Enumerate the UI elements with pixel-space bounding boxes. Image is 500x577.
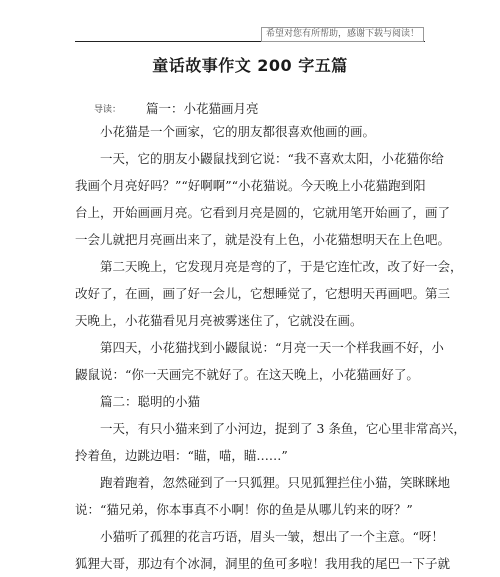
text-line: 一天，它的朋友小鼹鼠找到它说：“我不喜欢太阳，小花猫你给 [100, 151, 444, 166]
download-note: 希望对您有所帮助，感谢下载与阅读！ [261, 27, 424, 42]
guide-label: 导读： [94, 105, 122, 115]
text-line: 小花猫是一个画家，它的朋友都很喜欢他画的画。 [100, 124, 376, 139]
paragraph [75, 334, 444, 388]
text-line: 台上，开始画画月亮。它看到月亮是圆的，它就用笔开始画了，画了 [75, 205, 451, 220]
paragraph [75, 253, 463, 334]
section-heading-2: 篇二：聪明的小猫 [100, 394, 201, 409]
text-line: 说：“猫兄弟，你本事真不小啊！你的鱼是从哪儿钓来的呀？” [75, 502, 413, 517]
paragraph [75, 523, 451, 577]
paragraph [75, 469, 451, 523]
text-line: 天晚上，小花猫看见月亮被雾迷住了，它就没在画。 [75, 313, 363, 328]
text-line: 小猫听了孤狸的花言巧语，眉头一皱，想出了一个主意。“呀！ [100, 529, 444, 544]
text-line: 跑着跑着，忽然碰到了一只狐狸。只见狐狸拦住小猫，笑眯眯地 [100, 475, 451, 490]
paragraph [75, 415, 466, 469]
text-line: 我画个月亮好吗？”“好啊啊”“小花猫说。今天晚上小花猫跑到阳 [75, 178, 426, 193]
text-line: 第四天，小花猫找到小鼹鼠说：“月亮一天一个样我画不好，小 [100, 340, 444, 355]
paragraph [75, 145, 451, 253]
text-line: 第二天晚上，它发现月亮是弯的了，于是它连忙改，改了好一会， [100, 259, 463, 274]
text-line: 狐狸大哥，那边有个冰洞，洞里的鱼可多啦！我用我的尾巴一下子就 [75, 556, 451, 571]
text-line: 一天，有只小猫来到了小河边，捉到了 3 条鱼，它心里非常高兴， [100, 421, 466, 436]
paragraph [75, 118, 435, 145]
paragraph [75, 388, 435, 415]
text-line: 一会儿就把月亮画出来了，就是没有上色，小花猫想明天在上色吧。 [75, 232, 451, 247]
guide-row [80, 99, 440, 116]
text-line: 拎着鱼，边跳边唱：“瞄，喵，瞄……” [75, 448, 288, 463]
section-heading-1: 篇一：小花猫画月亮 [146, 101, 259, 116]
text-line: 改好了，在画，画了好一会儿，它想睡觉了，它想明天再画吧。第三 [75, 286, 451, 301]
document-title: 童话故事作文 200 字五篇 [152, 56, 348, 75]
text-line: 鼹鼠说：“你一天画完不就好了。在这天晚上，小花猫画好了。 [75, 367, 419, 382]
